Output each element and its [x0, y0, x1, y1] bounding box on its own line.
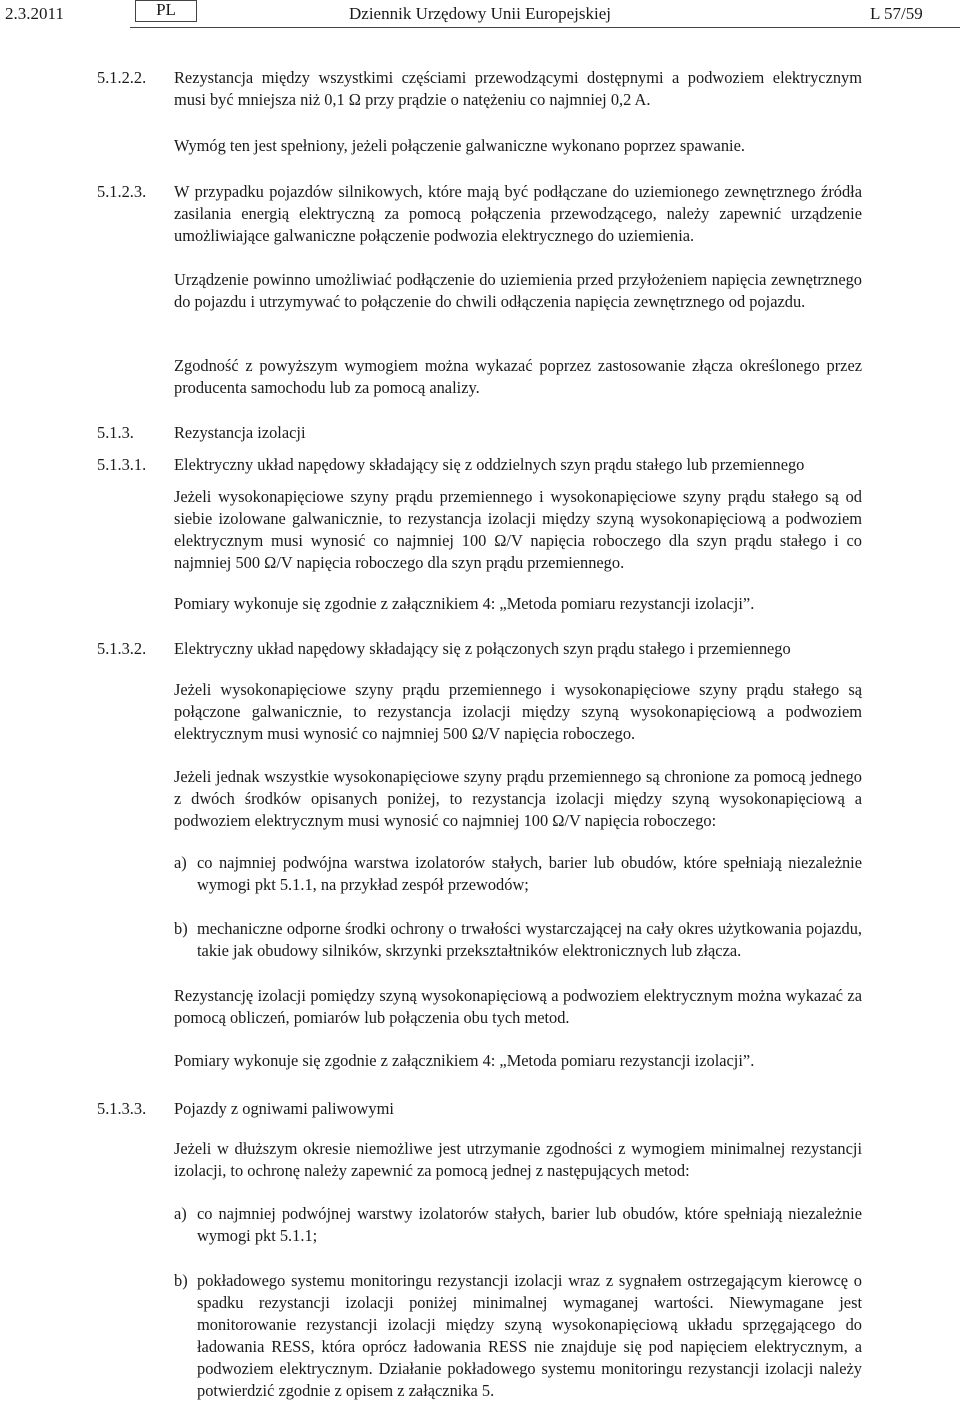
- list-marker: a): [174, 853, 187, 872]
- paragraph: Jeżeli wysokonapięciowe szyny prądu przemiennego i wysokonapięciowe szyny prądu stałego są połączone galwanicznie, to rezystancja izolacji między szyną wysokonapięciową a podwoziem elektrycznym musi wynosić co najmniej 500 Ω/V napięcia roboczego.: [174, 680, 862, 743]
- paragraph: Jeżeli w dłuższym okresie niemożliwe jest utrzymanie zgodności z wymogiem minimalnej rezystancji izolacji, to ochronę należy zapewnić za pomocą jednej z następujących metod:: [174, 1139, 862, 1180]
- header-date: 2.3.2011: [5, 4, 64, 23]
- section-number: 5.1.3.: [97, 423, 134, 442]
- paragraph: Jeżeli jednak wszystkie wysokonapięciowe szyny prądu przemiennego są chronione za pomocą jednego z dwóch środków opisanych poniżej, to rezystancja izolacji między szyną wysokonapięciową a podwoziem elektrycznym musi wynosić co najmniej 100 Ω/V napięcia roboczego:: [174, 767, 862, 830]
- list-marker: b): [174, 919, 188, 938]
- section-title: Pojazdy z ogniwami paliwowymi: [174, 1099, 394, 1118]
- page-reference: L 57/59: [870, 4, 923, 23]
- section-number: 5.1.2.3.: [97, 182, 147, 201]
- section-number: 5.1.2.2.: [97, 68, 147, 87]
- paragraph: Wymóg ten jest spełniony, jeżeli połączenie galwaniczne wykonano poprzez spawanie.: [174, 136, 745, 155]
- list-marker: b): [174, 1271, 188, 1290]
- section-number: 5.1.3.3.: [97, 1099, 147, 1118]
- list-item: pokładowego systemu monitoringu rezystancji izolacji wraz z sygnałem ostrzegającym kierowcę o spadku rezystancji izolacji poniżej minimalnej wymaganej wartości. Niewymagane jest monitorowanie rezystancji izolacji między szyną wysokonapięciową układu sprzęgającego do ładowania RESS, która oprócz ładowania RESS nie znajduje się pod napięciem elektrycznym, a podwoziem elektrycznym. Działanie pokładowego systemu monitoringu rezystancji izolacji należy potwierdzić zgodnie z opisem z załącznika 5.: [197, 1271, 862, 1400]
- list-item: co najmniej podwójna warstwa izolatorów stałych, barier lub obudów, które spełniają niezależnie wymogi pkt 5.1.1, na przykład zespół przewodów;: [197, 853, 862, 894]
- section-number: 5.1.3.1.: [97, 455, 147, 474]
- paragraph: W przypadku pojazdów silnikowych, które mają być podłączane do uziemionego zewnętrznego źródła zasilania energią elektryczną za pomocą połączenia przewodzącego, należy zapewnić urządzenie umożliwiające galwaniczne połączenie podwozia elektrycznego do uziemienia.: [174, 182, 862, 245]
- header-rule: [130, 27, 960, 28]
- section-title: Elektryczny układ napędowy składający się z oddzielnych szyn prądu stałego lub przemiennego: [174, 455, 805, 474]
- page-header: [0, 0, 960, 30]
- paragraph: Urządzenie powinno umożliwiać podłączenie do uziemienia przed przyłożeniem napięcia zewnętrznego do pojazdu i utrzymywać to połączenie do chwili odłączenia napięcia zewnętrznego od pojazdu.: [174, 270, 862, 311]
- paragraph: Zgodność z powyższym wymogiem można wykazać poprzez zastosowanie złącza określonego przez producenta samochodu lub za pomocą analizy.: [174, 356, 862, 397]
- list-marker: a): [174, 1204, 187, 1223]
- paragraph: Pomiary wykonuje się zgodnie z załącznikiem 4: „Metoda pomiaru rezystancji izolacji”.: [174, 594, 755, 613]
- section-title: Rezystancja izolacji: [174, 423, 306, 442]
- list-item: mechaniczne odporne środki ochrony o trwałości wystarczającej na cały okres użytkowania pojazdu, takie jak obudowy silników, skrzynki przekształtników elektronicznych lub złącza.: [197, 919, 862, 960]
- journal-title: Dziennik Urzędowy Unii Europejskiej: [349, 4, 612, 23]
- paragraph: Rezystancję izolacji pomiędzy szyną wysokonapięciową a podwoziem elektrycznym można wykazać za pomocą obliczeń, pomiarów lub połączenia obu tych metod.: [174, 986, 862, 1027]
- section-title: Elektryczny układ napędowy składający się z połączonych szyn prądu stałego i przemiennego: [174, 639, 791, 658]
- paragraph: Jeżeli wysokonapięciowe szyny prądu przemiennego i wysokonapięciowe szyny prądu stałego są od siebie izolowane galwanicznie, to rezystancja izolacji między szyną wysokonapięciową a podwoziem elektrycznym musi wynosić co najmniej 100 Ω/V napięcia roboczego dla szyn prądu stałego i co najmniej 500 Ω/V napięcia roboczego dla szyn prądu przemiennego.: [174, 487, 862, 572]
- paragraph: Pomiary wykonuje się zgodnie z załącznikiem 4: „Metoda pomiaru rezystancji izolacji”.: [174, 1051, 755, 1070]
- section-number: 5.1.3.2.: [97, 639, 147, 658]
- paragraph: Rezystancja między wszystkimi częściami przewodzącymi dostępnymi a podwoziem elektrycznym musi być mniejsza niż 0,1 Ω przy prądzie o natężeniu co najmniej 0,2 A.: [174, 68, 862, 109]
- language-badge: PL: [135, 0, 197, 22]
- list-item: co najmniej podwójnej warstwy izolatorów stałych, barier lub obudów, które spełniają niezależnie wymogi pkt 5.1.1;: [197, 1204, 862, 1245]
